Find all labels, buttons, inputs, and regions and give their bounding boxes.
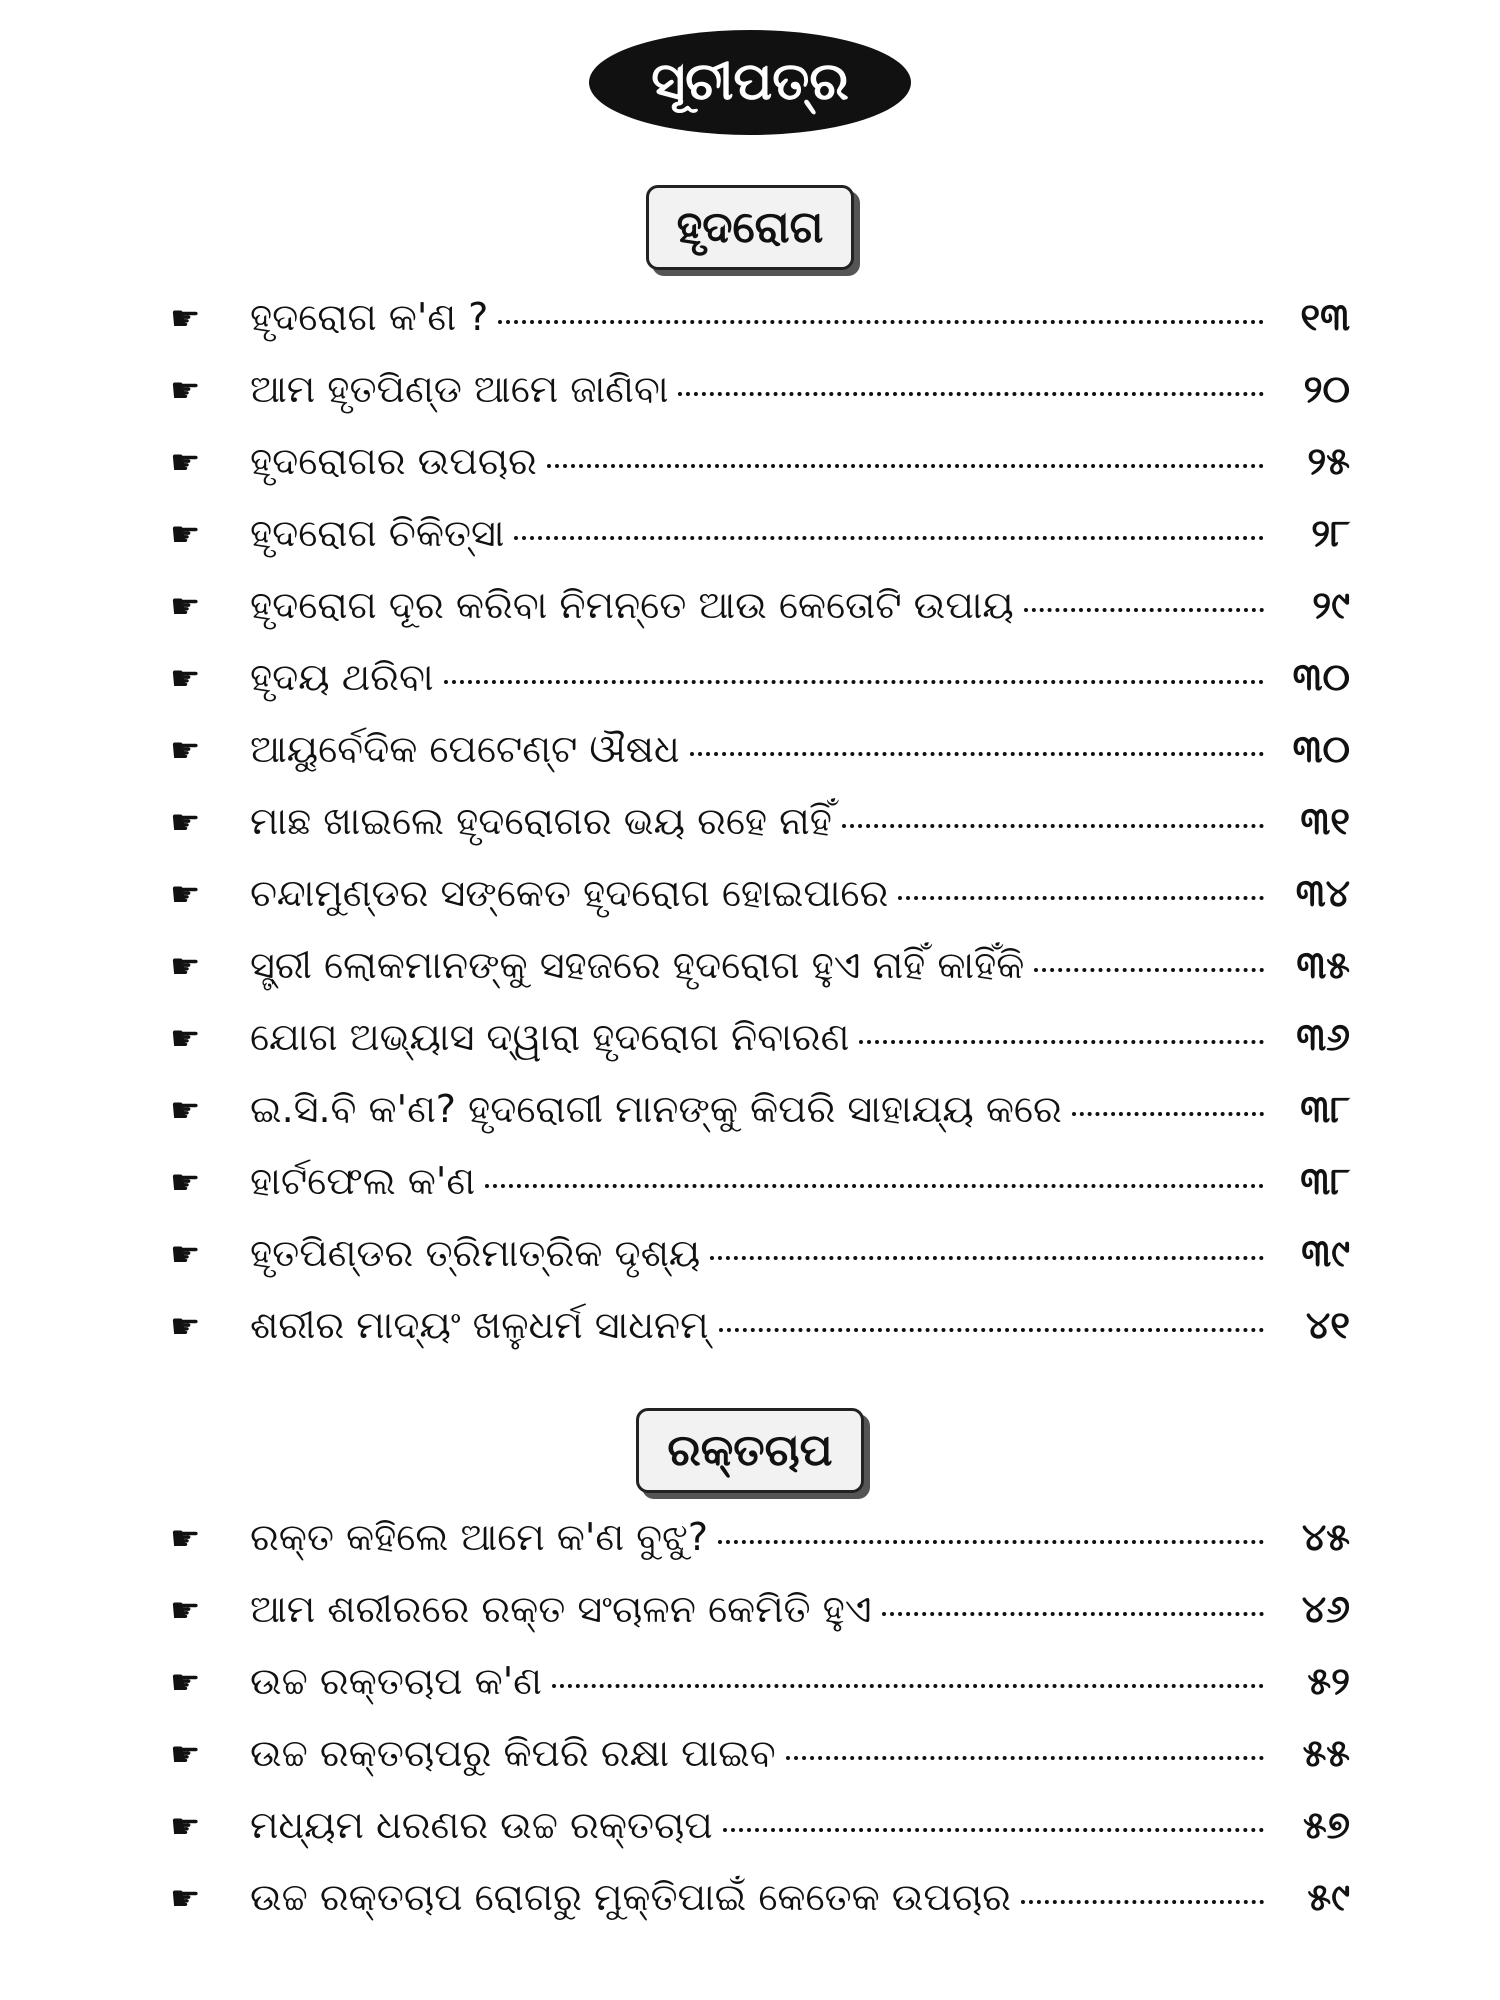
toc-entry-page: ୨୮ xyxy=(1311,511,1350,555)
toc-entry-label: ହୃଦରୋଗ ଦୂର କରିବା ନିମନ୍ତେ ଆଉ କେତୋଟି ଉପାୟ xyxy=(250,583,1014,627)
toc-entry-page: ୩୧ xyxy=(1300,799,1350,843)
section-heading-label: ରକ୍ତଚାପ xyxy=(636,1408,863,1493)
pointing-hand-icon: ☛ xyxy=(170,1163,201,1203)
toc-entry[interactable] xyxy=(170,1159,1350,1231)
dot-leader xyxy=(498,320,1264,324)
dot-leader xyxy=(690,752,1264,756)
dot-leader xyxy=(1024,608,1264,612)
toc-entry[interactable] xyxy=(170,1731,1350,1803)
toc-entry-label: ଚନ୍ଦାମୁଣ୍ଡର ସଙ୍କେତ ହୃଦରୋଗ ହୋଇପାରେ xyxy=(250,871,889,915)
toc-entry-page: ୩୫ xyxy=(1296,943,1350,987)
toc-entry-page: ୪୬ xyxy=(1301,1587,1350,1631)
toc-entry-page: ୩୮ xyxy=(1300,1087,1350,1131)
toc-entry[interactable] xyxy=(170,1875,1350,1947)
toc-entry-page: ୨୫ xyxy=(1307,439,1350,483)
pointing-hand-icon: ☛ xyxy=(170,1807,201,1847)
toc-list-2 xyxy=(170,1515,1350,1947)
dot-leader xyxy=(786,1756,1264,1760)
pointing-hand-icon: ☛ xyxy=(170,1879,201,1919)
dot-leader xyxy=(719,1328,1264,1332)
toc-entry-page: ୪୧ xyxy=(1305,1303,1350,1347)
toc-entry-label: ଆୟୁର୍ବେଦିକ ପେଟେଣ୍ଟ ଔଷଧ xyxy=(250,727,680,771)
pointing-hand-icon: ☛ xyxy=(170,299,201,339)
pointing-hand-icon: ☛ xyxy=(170,371,201,411)
toc-entry[interactable] xyxy=(170,1803,1350,1875)
dot-leader xyxy=(723,1828,1264,1832)
toc-entry-label: ସ୍ତ୍ରୀ ଲୋକମାନଙ୍କୁ ସହଜରେ ହୃଦରୋଗ ହୁଏ ନାହିଁ କାହିଁକି xyxy=(250,943,1025,987)
toc-entry-page: ୨୦ xyxy=(1303,367,1350,411)
title-badge xyxy=(0,30,1500,135)
toc-entry-page: ୫୫ xyxy=(1302,1731,1350,1775)
toc-entry-page: ୧୩ xyxy=(1300,295,1350,339)
pointing-hand-icon: ☛ xyxy=(170,1663,201,1703)
dot-leader xyxy=(1021,1900,1264,1904)
pointing-hand-icon: ☛ xyxy=(170,947,201,987)
dot-leader xyxy=(485,1184,1264,1188)
toc-entry-page: ୩୬ xyxy=(1296,1015,1350,1059)
toc-entry-page: ୨୯ xyxy=(1312,583,1350,627)
toc-list-1 xyxy=(170,295,1350,1375)
toc-entry[interactable] xyxy=(170,583,1350,655)
toc-entry-page: ୩୯ xyxy=(1301,1231,1350,1275)
toc-entry-page: ୫୯ xyxy=(1307,1875,1350,1919)
dot-leader xyxy=(842,824,1264,828)
toc-entry[interactable] xyxy=(170,1587,1350,1659)
toc-entry-label: ଇ.ସି.ବି କ'ଣ? ହୃଦରୋଗୀ ମାନଙ୍କୁ କିପରି ସାହାଯ୍ୟ କରେ xyxy=(250,1087,1062,1131)
pointing-hand-icon: ☛ xyxy=(170,659,201,699)
toc-entry-label: ମଧ୍ୟମ ଧରଣର ଉଚ୍ଚ ରକ୍ତଚାପ xyxy=(250,1803,713,1847)
toc-entry[interactable] xyxy=(170,511,1350,583)
dot-leader xyxy=(718,1540,1264,1544)
toc-entry-label: ଆମ ହୃତପିଣ୍ଡ ଆମେ ଜାଣିବା xyxy=(250,367,669,411)
dot-leader xyxy=(514,536,1264,540)
toc-entry-label: ହାର୍ଟଫେଲ କ'ଣ xyxy=(250,1159,476,1203)
dot-leader xyxy=(1072,1112,1264,1116)
dot-leader xyxy=(547,464,1264,468)
toc-entry[interactable] xyxy=(170,727,1350,799)
page-title: ସୂଚୀପତ୍ର xyxy=(589,30,911,135)
toc-entry[interactable] xyxy=(170,439,1350,511)
dot-leader xyxy=(444,680,1264,684)
pointing-hand-icon: ☛ xyxy=(170,1735,201,1775)
toc-entry-label: ହୃଦରୋଗ ଚିକିତ୍ସା xyxy=(250,511,505,555)
toc-entry-label: ହୃଦୟ ଥରିବା xyxy=(250,655,434,699)
section-heading-label: ହୃଦରୋଗ xyxy=(646,185,855,270)
dot-leader xyxy=(1034,968,1264,972)
toc-entry-label: ଶରୀର ମାଦ୍ୟଂ ଖଳୁଧର୍ମ ସାଧନମ୍ xyxy=(250,1303,709,1347)
toc-entry[interactable] xyxy=(170,1015,1350,1087)
dot-leader xyxy=(552,1684,1264,1688)
toc-entry[interactable] xyxy=(170,655,1350,727)
pointing-hand-icon: ☛ xyxy=(170,803,201,843)
toc-entry[interactable] xyxy=(170,1303,1350,1375)
toc-entry[interactable] xyxy=(170,1515,1350,1587)
toc-entry-page: ୪୫ xyxy=(1301,1515,1350,1559)
toc-entry-label: ଉଚ୍ଚ ରକ୍ତଚାପ କ'ଣ xyxy=(250,1659,542,1703)
pointing-hand-icon: ☛ xyxy=(170,1591,201,1631)
toc-entry[interactable] xyxy=(170,295,1350,367)
toc-entry[interactable] xyxy=(170,943,1350,1015)
section-heading-2 xyxy=(0,1408,1500,1493)
dot-leader xyxy=(678,392,1264,396)
toc-entry[interactable] xyxy=(170,367,1350,439)
pointing-hand-icon: ☛ xyxy=(170,1519,201,1559)
dot-leader xyxy=(859,1040,1264,1044)
toc-entry[interactable] xyxy=(170,1659,1350,1731)
toc-entry-label: ହୃଦରୋଗର ଉପଚାର xyxy=(250,439,537,483)
pointing-hand-icon: ☛ xyxy=(170,587,201,627)
toc-entry[interactable] xyxy=(170,1231,1350,1303)
toc-entry-label: ହୃତପିଣ୍ଡର ତ୍ରିମାତ୍ରିକ ଦୃଶ୍ୟ xyxy=(250,1231,701,1275)
toc-entry[interactable] xyxy=(170,871,1350,943)
pointing-hand-icon: ☛ xyxy=(170,875,201,915)
pointing-hand-icon: ☛ xyxy=(170,1235,201,1275)
toc-entry-page: ୩୦ xyxy=(1292,727,1350,771)
toc-entry[interactable] xyxy=(170,799,1350,871)
toc-entry-page: ୩୮ xyxy=(1300,1159,1350,1203)
toc-entry-page: ୫୨ xyxy=(1307,1659,1350,1703)
toc-entry-label: ଯୋଗ ଅଭ୍ୟାସ ଦ୍ୱାରା ହୃଦରୋଗ ନିବାରଣ xyxy=(250,1015,850,1059)
toc-entry-page: ୩୪ xyxy=(1295,871,1350,915)
toc-entry-page: ୩୦ xyxy=(1292,655,1350,699)
toc-entry[interactable] xyxy=(170,1087,1350,1159)
toc-entry-label: ଉଚ୍ଚ ରକ୍ତଚାପ ରୋଗରୁ ମୁକ୍ତିପାଇଁ କେତେକ ଉପଚାର xyxy=(250,1875,1011,1919)
toc-entry-label: ଉଚ୍ଚ ରକ୍ତଚାପରୁ କିପରି ରକ୍ଷା ପାଇବ xyxy=(250,1731,776,1775)
toc-entry-label: ହୃଦରୋଗ କ'ଣ ? xyxy=(250,295,489,339)
dot-leader xyxy=(882,1612,1264,1616)
toc-entry-label: ମାଛ ଖାଇଲେ ହୃଦରୋଗର ଭୟ ରହେ ନାହିଁ xyxy=(250,799,832,843)
pointing-hand-icon: ☛ xyxy=(170,443,201,483)
dot-leader xyxy=(898,896,1264,900)
toc-entry-page: ୫୭ xyxy=(1303,1803,1350,1847)
pointing-hand-icon: ☛ xyxy=(170,1019,201,1059)
section-heading-1 xyxy=(0,185,1500,270)
dot-leader xyxy=(710,1256,1264,1260)
toc-entry-label: ଆମ ଶରୀରରେ ରକ୍ତ ସଂଚାଳନ କେମିତି ହୁଏ xyxy=(250,1587,872,1631)
pointing-hand-icon: ☛ xyxy=(170,731,201,771)
pointing-hand-icon: ☛ xyxy=(170,1307,201,1347)
toc-entry-label: ରକ୍ତ କହିଲେ ଆମେ କ'ଣ ବୁଝୁ? xyxy=(250,1515,709,1559)
pointing-hand-icon: ☛ xyxy=(170,1091,201,1131)
pointing-hand-icon: ☛ xyxy=(170,515,201,555)
